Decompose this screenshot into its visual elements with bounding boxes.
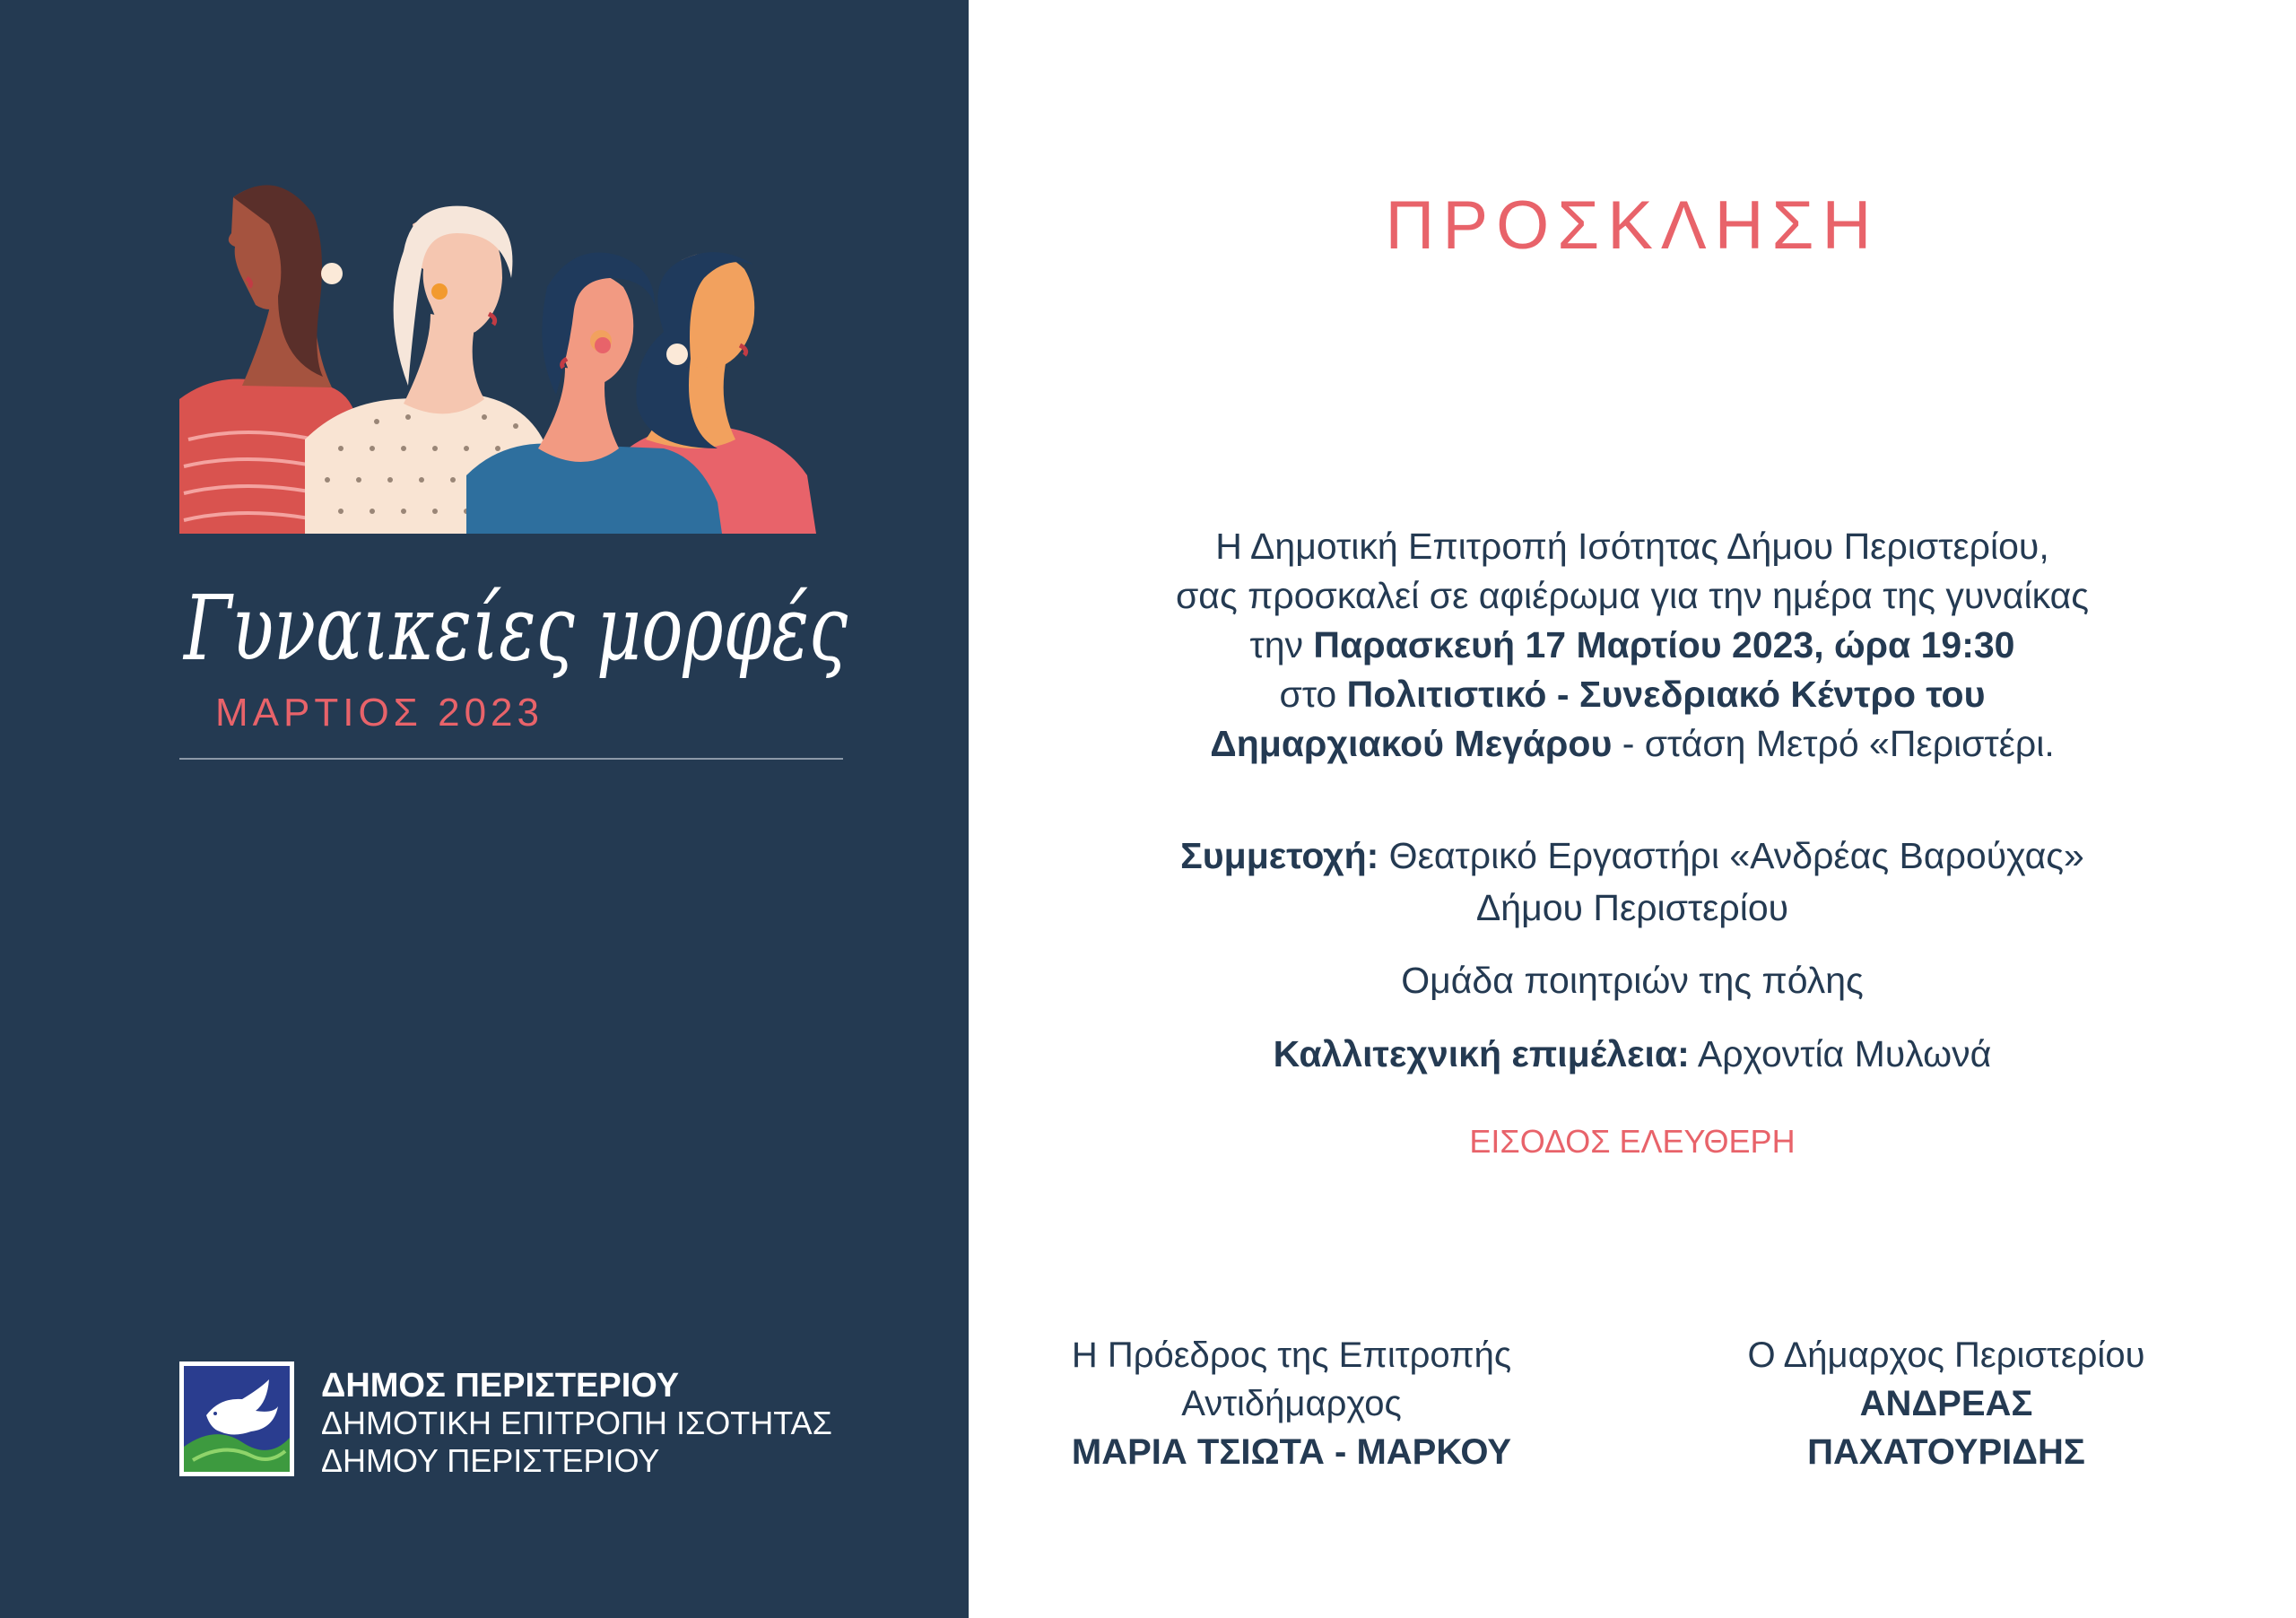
signature-right [1668,1331,2224,1476]
invitation-title: ΠΡΟΣΚΛΗΣΗ [1385,187,1880,264]
committee-municipality: ΔΗΜΟΥ ΠΕΡΙΣΤΕΡΙΟΥ [321,1442,660,1479]
signature-left [1022,1331,1561,1476]
body-line-2: σας προσκαλεί σε αφιέρωμα για την ημέρα της γυναίκας [1175,575,2090,616]
municipality-block [179,1361,951,1478]
artistic-label: Καλλιτεχνική επιμέλεια: [1273,1033,1690,1074]
body-line-4-prefix: στο [1279,674,1347,715]
signature-right-name-1: ΑΝΔΡΕΑΣ [1859,1384,2033,1423]
women-illustration [179,179,843,534]
committee-name: ΔΗΜΟΤΙΚΗ ΕΠΙΤΡΟΠΗ ΙΣΟΤΗΤΑΣ [321,1405,832,1441]
participation-line-1 [969,830,2296,882]
free-entry: ΕΙΣΟΔΟΣ ΕΛΕΥΘΕΡΗ [1469,1123,1796,1160]
signature-left-role-2: Αντιδήμαρχος [1181,1384,1402,1423]
body-line-3 [969,621,2296,670]
municipality-text [321,1367,832,1480]
right-panel [969,0,2296,1618]
venue-name-cont: Δημαρχιακού Μεγάρου [1210,723,1613,764]
event-date: Παρασκευή 17 Μαρτίου 2023, ώρα 19:30 [1313,624,2015,665]
participation-label: Συμμετοχή: [1180,835,1379,876]
participation-text: Θεατρικό Εργαστήρι «Ανδρέας Βαρούχας» [1378,835,2084,876]
divider [179,758,843,760]
participation [969,830,2296,934]
venue-name: Πολιτιστικό - Συνεδριακό Κέντρο του [1346,674,1986,715]
body-line-4 [969,670,2296,719]
signature-right-role-1: Ο Δήμαρχος Περιστερίου [1747,1335,2145,1375]
logo-subtitle: ΜΑΡΤΙΟΣ 2023 [215,691,544,735]
body-line-5 [969,719,2296,769]
participation-line-2: Δήμου Περιστερίου [1475,887,1789,928]
body-line-1: Η Δημοτική Επιτροπή Ισότητας Δήμου Περιστερίου, [1215,526,2049,567]
invitation-body [969,522,2296,769]
signature-left-role-1: Η Πρόεδρος της Επιτροπής [1071,1335,1512,1375]
body-line-3-prefix: την [1249,624,1314,665]
municipality-name: ΔΗΜΟΣ ΠΕΡΙΣΤΕΡΙΟΥ [321,1367,680,1405]
metro-stop: - στάση Μετρό «Περιστέρι. [1612,723,2055,764]
signature-right-name-2: ΠΑΧΑΤΟΥΡΙΔΗΣ [1807,1432,2085,1472]
poets-group: Ομάδα ποιητριών της πόλης [1401,960,1864,1001]
dove-logo [179,1361,294,1476]
signature-left-name: ΜΑΡΙΑ ΤΣΙΩΤΑ - ΜΑΡΚΟΥ [1071,1432,1512,1472]
svg-text:Γυναικείες μορφές: Γυναικείες μορφές [182,576,848,681]
artistic-name: Αρχοντία Μυλωνά [1689,1033,1992,1074]
artistic-direction [969,1028,2296,1080]
left-panel [0,0,969,1618]
